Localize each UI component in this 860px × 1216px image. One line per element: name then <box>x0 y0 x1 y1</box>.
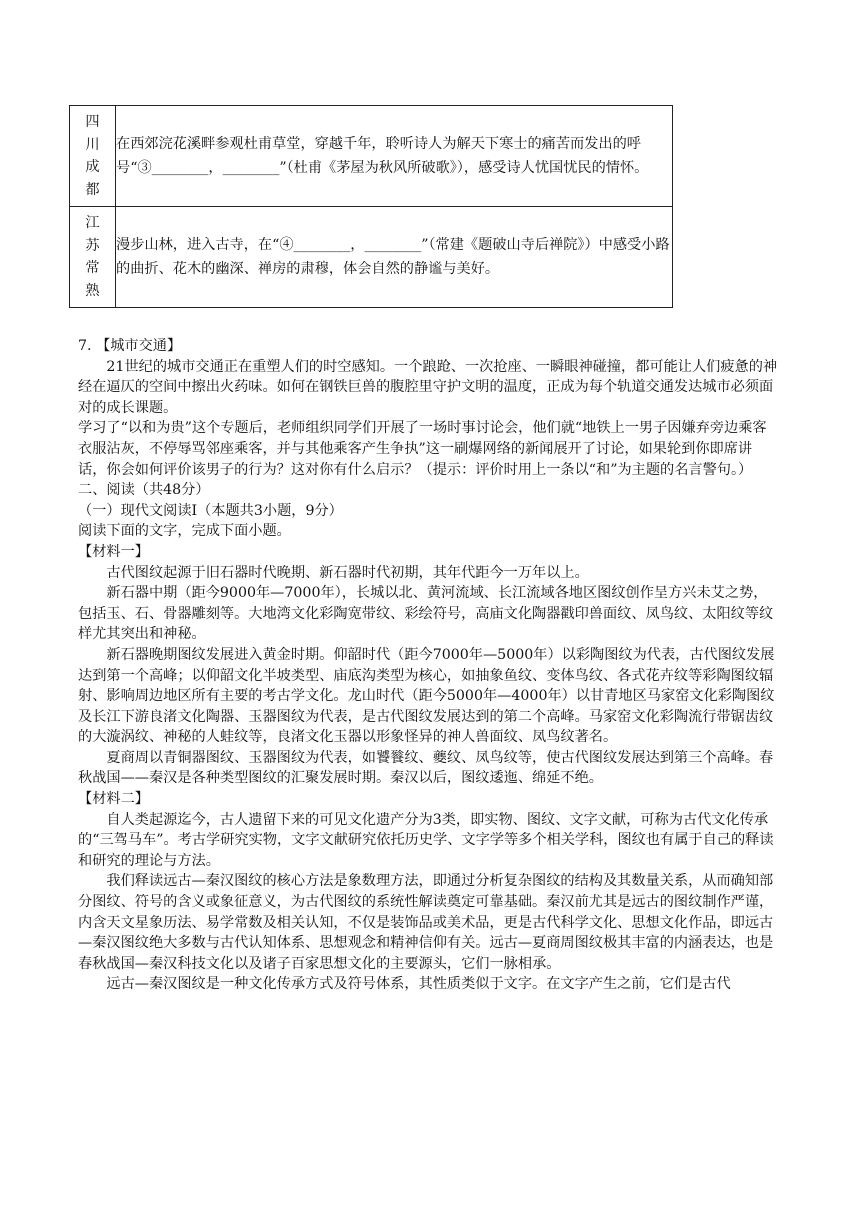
province-char: 成 <box>85 159 100 175</box>
table-row <box>70 106 673 207</box>
description-cell <box>116 207 673 308</box>
province-char: 川 <box>85 136 100 153</box>
poem-fill-table <box>69 105 673 308</box>
question-heading: 7. 【城市交通】 <box>78 338 182 354</box>
section-title: 二、阅读（共48分） <box>78 482 210 499</box>
material-paragraph: 夏商周以青铜器图纹、玉器图纹为代表，如饕餮纹、夔纹、凤鸟纹等，使古代图纹发展达到第三个高峰。春秋战国——秦汉是各种类型图纹的汇聚发展时期。秦汉以后，图纹逶迤、绵延不绝。 <box>78 749 774 787</box>
question-paragraph: 21世纪的城市交通正在重塑人们的时空感知。一个踉跄、一次抢座、一瞬眼神碰撞，都可能让人们疲惫的神经在逼仄的空间中擦出火药味。如何在钢铁巨兽的腹腔里守护文明的温度，正成为每个轨道交通发达城市必须面对的成长课题。 <box>78 358 778 416</box>
table-row <box>70 207 673 308</box>
question-prompt: 学习了“以和为贵”这个专题后，老师组织同学们开展了一场时事讨论会，他们就“地铁上一男子因嫌弃旁边乘客衣服沾灰，不停辱骂邻座乘客，并与其他乘客产生争执”这一刷爆网络的新闻展开了讨论，如果轮到你即席讲话，你会如何评价该男子的行为？这对你有什么启示？（提示：评价时用上一条以“和”为主题的名言警句。） <box>78 420 767 478</box>
material-paragraph: 古代图纹起源于旧石器时代晚期、新石器时代初期，其年代距今一万年以上。 <box>106 564 589 581</box>
instruction-text: 阅读下面的文字，完成下面小题。 <box>78 523 291 540</box>
material-paragraph: 远古—秦汉图纹是一种文化传承方式及符号体系，其性质类似于文字。在文字产生之前，它们是古代 <box>106 976 731 993</box>
province-cell <box>70 207 116 308</box>
description-text: 漫步山林，进入古寺，在“④________，________”（常建《题破山寺后禅院》）中感受小路的曲折、花木的幽深、禅房的肃穆，体会自然的静谧与美好。 <box>116 237 670 277</box>
description-text: 在西郊浣花溪畔参观杜甫草堂，穿越千年，聆听诗人为解天下寒士的痛苦而发出的呼号“③________，________”（杜甫《茅屋为秋风所破歌》），感受诗人忧国忧民的情怀。 <box>116 136 649 176</box>
province-char: 熟 <box>85 282 100 299</box>
material-label: 【材料一】 <box>78 543 149 560</box>
province-char: 江 <box>85 215 100 231</box>
description-cell <box>116 106 673 207</box>
province-cell <box>70 106 116 207</box>
province-char: 四 <box>85 114 100 130</box>
section-subtitle: （一）现代文阅读Ⅰ（本题共3小题，9分） <box>78 502 343 519</box>
material-paragraph: 我们释读远古—秦汉图纹的核心方法是象数理方法，即通过分析复杂图纹的结构及其数量关系，从而确知部分图纹、符号的含义或象征意义，为古代图纹的系统性解读奠定可靠基础。秦汉前尤其是远古的图纹制作严谨，内含天文星象历法、易学常数及相关认知，不仅是装饰品或美术品，更是古代科学文化、思想文化作品，即远古—秦汉图纹绝大多数与古代认知体系、思想观念和精神信仰有关。远古—夏商周图纹极其丰富的内涵表达，也是春秋战国—秦汉科技文化以及诸子百家思想文化的主要源头，它们一脉相承。 <box>78 873 774 972</box>
material-paragraph: 新石器晚期图纹发展进入黄金时期。仰韶时代（距今7000年—5000年）以彩陶图纹为代表，古代图纹发展达到第一个高峰；以仰韶文化半坡类型、庙底沟类型为核心，如抽象鱼纹、变体鸟纹、各式花卉纹等彩陶图纹辐射、影响周边地区所有主要的考古学文化。龙山时代（距今5000年—4000年）以甘青地区马家窑文化彩陶图纹及长江下游良渚文化陶器、玉器图纹为代表，是古代图纹发展达到的第二个高峰。马家窑文化彩陶流行带锯齿纹的大漩涡纹、神秘的人蛙纹等，良渚文化玉器以形象怪异的神人兽面纹、凤鸟纹著名。 <box>78 646 775 746</box>
province-char: 苏 <box>85 237 100 254</box>
document-body <box>78 336 780 995</box>
province-char: 都 <box>85 181 100 198</box>
material-paragraph: 新石器中期（距今9000年—7000年），长城以北、黄河流域、长江流域各地区图纹创作呈方兴未艾之势，包括玉、石、骨器雕刻等。大地湾文化彩陶宽带纹、彩绘符号，高庙文化陶器戳印兽面纹、凤鸟纹、太阳纹等纹样尤其突出和神秘。 <box>78 585 774 643</box>
province-char: 常 <box>85 260 100 276</box>
material-paragraph: 自人类起源迄今，古人遗留下来的可见文化遗产分为3类，即实物、图纹、文字文献，可称为古代文化传承的“三驾马车”。考古学研究实物，文字文献研究依托历史学、文字学等多个相关学科，图纹也有属于自己的释读和研究的理论与方法。 <box>78 811 774 869</box>
material-label: 【材料二】 <box>78 791 149 808</box>
